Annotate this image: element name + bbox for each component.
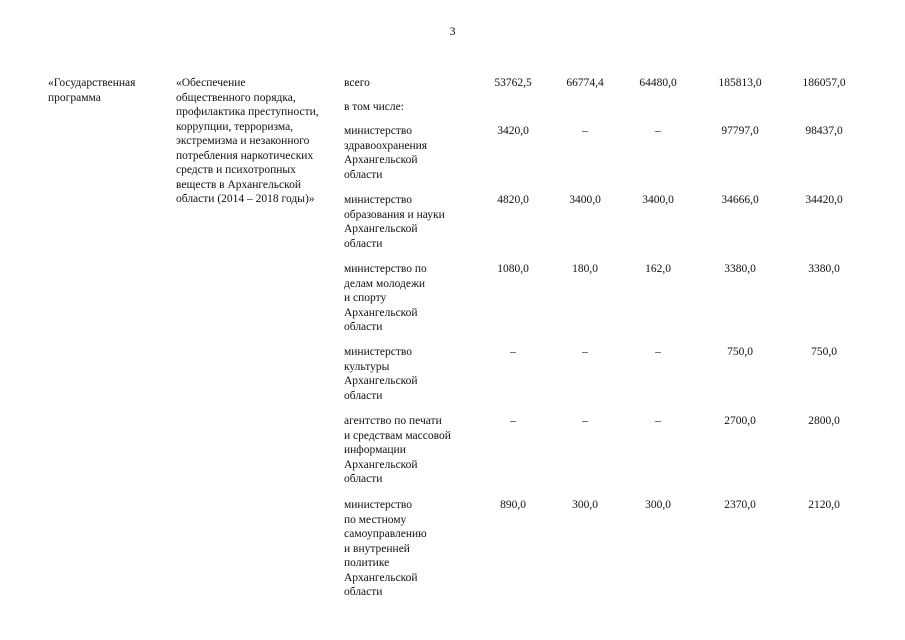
value-cell: 4820,0	[497, 194, 529, 206]
value-cell: 890,0	[500, 499, 526, 511]
row-label: министерство по делам молодежи и спорту Архангельской области	[344, 263, 427, 333]
value-cell: 98437,0	[805, 125, 843, 137]
value-cell: –	[655, 125, 661, 137]
value-cell: –	[510, 346, 516, 358]
value-cell: 34666,0	[721, 194, 759, 206]
value-cell: –	[655, 346, 661, 358]
value-cell: –	[582, 346, 588, 358]
value-cell: 186057,0	[802, 77, 846, 89]
value-cell: 300,0	[572, 499, 598, 511]
value-cell: 2370,0	[724, 499, 756, 511]
value-cell: 185813,0	[718, 77, 762, 89]
row-label: министерство здравоохранения Архангельской области	[344, 125, 428, 181]
value-cell: 300,0	[645, 499, 671, 511]
value-cell: 1080,0	[497, 263, 529, 275]
row-label: министерство образования и науки Архангельской области	[344, 194, 445, 250]
value-cell: 180,0	[572, 263, 598, 275]
value-cell: –	[582, 415, 588, 427]
value-cell: –	[510, 415, 516, 427]
value-cell: 2700,0	[724, 415, 756, 427]
value-cell: 64480,0	[639, 77, 677, 89]
value-cell: 3420,0	[497, 125, 529, 137]
value-cell: 34420,0	[805, 194, 843, 206]
page-number: 3	[449, 24, 456, 38]
value-cell: 2800,0	[808, 415, 840, 427]
value-cell: –	[655, 415, 661, 427]
value-cell: 162,0	[645, 263, 671, 275]
row-label: министерство по местному самоуправлению и внутренней политике Архангельской области	[344, 499, 427, 598]
value-cell: 53762,5	[494, 77, 532, 89]
value-cell: 3380,0	[808, 263, 840, 275]
value-cell: 2120,0	[808, 499, 840, 511]
program-type-label: «Государственная программа	[48, 77, 136, 104]
value-cell: 3380,0	[724, 263, 756, 275]
value-cell: 750,0	[811, 346, 837, 358]
value-cell: 3400,0	[569, 194, 601, 206]
including-label: в том числе:	[344, 101, 404, 113]
value-cell: 97797,0	[721, 125, 759, 137]
value-cell: 3400,0	[642, 194, 674, 206]
row-label: министерство культуры Архангельской области	[344, 346, 418, 402]
value-cell: 66774,4	[566, 77, 604, 89]
value-cell: 750,0	[727, 346, 753, 358]
program-name: «Обеспечение общественного порядка, профилактика преступности, коррупции, терроризма, экстремизма и незаконного потребления наркотических средств и психотропных веществ в Архангельской области (2014 – 2018 годы)»	[176, 77, 319, 205]
row-label: агентство по печати и средствам массовой информации Архангельской области	[344, 415, 451, 485]
value-cell: –	[582, 125, 588, 137]
row-label: всего	[344, 77, 370, 89]
